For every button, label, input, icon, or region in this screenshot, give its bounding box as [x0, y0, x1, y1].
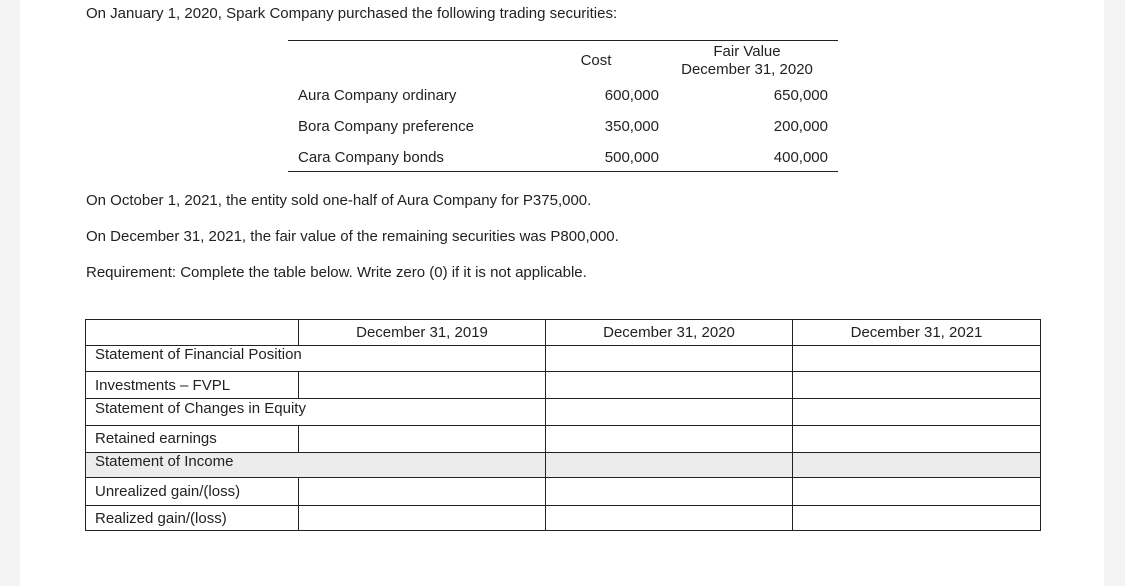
requirement-text: Requirement: Complete the table below. Write zero (0) if it is not applicable.: [86, 264, 587, 281]
row-label: Investments – FVPL: [95, 377, 231, 394]
security-cost: 600,000: [604, 87, 659, 104]
answer-cell-investments-2021[interactable]: [793, 372, 1040, 398]
column-header-2021: December 31, 2021: [850, 324, 983, 341]
answer-cell-unrealized-2021[interactable]: [793, 478, 1040, 505]
securities-table-top-rule: [288, 40, 838, 41]
answer-cell-unrealized-2020[interactable]: [546, 478, 792, 505]
security-fair-value: 400,000: [773, 149, 828, 166]
security-name: Cara Company bonds: [298, 149, 444, 166]
answer-cell-retained-earnings-2020[interactable]: [546, 426, 792, 452]
intro-text: On January 1, 2020, Spark Company purchased the following trading securities:: [86, 5, 618, 22]
sale-text: On October 1, 2021, the entity sold one-half of Aura Company for P375,000.: [86, 192, 592, 209]
security-name: Aura Company ordinary: [298, 87, 457, 104]
fair-value-header-line2: December 31, 2020: [681, 61, 813, 78]
answer-cell-investments-2020[interactable]: [546, 372, 792, 398]
answer-cell-investments-2019[interactable]: [299, 372, 545, 398]
security-fair-value: 650,000: [773, 87, 828, 104]
row-label: Realized gain/(loss): [95, 510, 227, 527]
securities-table-bottom-rule: [288, 171, 838, 172]
row-label-section: Statement of Changes in Equity: [95, 400, 306, 417]
answer-cell-unrealized-2019[interactable]: [299, 478, 545, 505]
row-label: Unrealized gain/(loss): [95, 483, 241, 500]
row-label-section: Statement of Income: [95, 453, 234, 470]
row-label-section: Statement of Financial Position: [95, 346, 302, 363]
security-cost: 500,000: [604, 149, 659, 166]
security-name: Bora Company preference: [298, 118, 474, 135]
answer-cell-realized-2021[interactable]: [793, 506, 1040, 530]
fair-value-2021-text: On December 31, 2021, the fair value of the remaining securities was P800,000.: [86, 228, 619, 245]
cost-header: Cost: [580, 52, 612, 69]
fair-value-header-line1: Fair Value: [713, 43, 781, 60]
column-header-2019: December 31, 2019: [356, 324, 488, 341]
answer-cell-retained-earnings-2021[interactable]: [793, 426, 1040, 452]
answer-table: [85, 319, 1041, 531]
answer-cell-retained-earnings-2019[interactable]: [299, 426, 545, 452]
security-fair-value: 200,000: [773, 118, 828, 135]
security-cost: 350,000: [604, 118, 659, 135]
answer-cell-realized-2020[interactable]: [546, 506, 792, 530]
answer-cell-realized-2019[interactable]: [299, 506, 545, 530]
column-header-2020: December 31, 2020: [603, 324, 735, 341]
row-label: Retained earnings: [95, 430, 217, 447]
